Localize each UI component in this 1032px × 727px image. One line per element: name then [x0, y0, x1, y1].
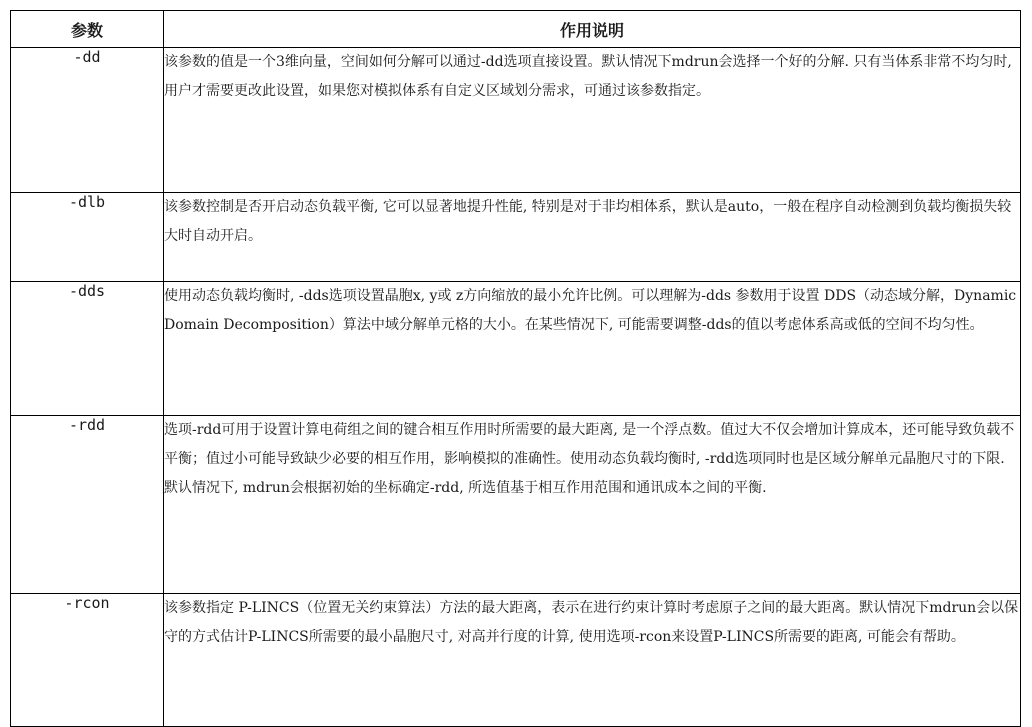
param-name: -rdd [11, 416, 164, 594]
param-name: -dds [11, 282, 164, 416]
param-description: 该参数指定 P-LINCS（位置无关约束算法）方法的最大距离，表示在进行约束计算时考虑原子之间的最大距离。默认情况下mdrun会以保守的方式估计P-LINCS所需要的最小晶胞尺寸, 对高并行度的计算, 使用选项-rcon来设置P-LINCS所需要的距离, 可能会有帮助。 [164, 594, 1021, 727]
parameter-table [10, 10, 1021, 727]
table-row-dd [11, 48, 1021, 193]
description-column-header: 作用说明 [164, 11, 1021, 48]
param-name: -dd [11, 48, 164, 193]
param-name: -dlb [11, 193, 164, 282]
param-description: 选项-rdd可用于设置计算电荷组之间的键合相互作用时所需要的最大距离, 是一个浮点数。值过大不仅会增加计算成本，还可能导致负载不平衡；值过小可能导致缺少必要的相互作用，影响模拟的准确性。使用动态负载均衡时, -rdd选项同时也是区域分解单元晶胞尺寸的下限. 默认情况下, mdrun会根据初始的坐标确定-rdd, 所选值基于相互作用范围和通讯成本之间的平衡. [164, 416, 1021, 594]
param-description: 该参数控制是否开启动态负载平衡, 它可以显著地提升性能, 特别是对于非均相体系，默认是auto，一般在程序自动检测到负载均衡损失较大时自动开启。 [164, 193, 1021, 282]
table-header-row [11, 11, 1021, 48]
table-row-rdd [11, 416, 1021, 594]
param-name: -rcon [11, 594, 164, 727]
table-row-rcon [11, 594, 1021, 727]
param-column-header: 参数 [11, 11, 164, 48]
table-row-dds [11, 282, 1021, 416]
table-row-dlb [11, 193, 1021, 282]
param-description: 使用动态负载均衡时, -dds选项设置晶胞x, y或 z方向缩放的最小允许比例。可以理解为-dds 参数用于设置 DDS（动态域分解，Dynamic Domain Decomposition）算法中域分解单元格的大小。在某些情况下, 可能需要调整-dds的值以考虑体系高或低的空间不均匀性。 [164, 282, 1021, 416]
param-description: 该参数的值是一个3维向量，空间如何分解可以通过-dd选项直接设置。默认情况下mdrun会选择一个好的分解. 只有当体系非常不均匀时, 用户才需要更改此设置，如果您对模拟体系有自定义区域划分需求，可通过该参数指定。 [164, 48, 1021, 193]
